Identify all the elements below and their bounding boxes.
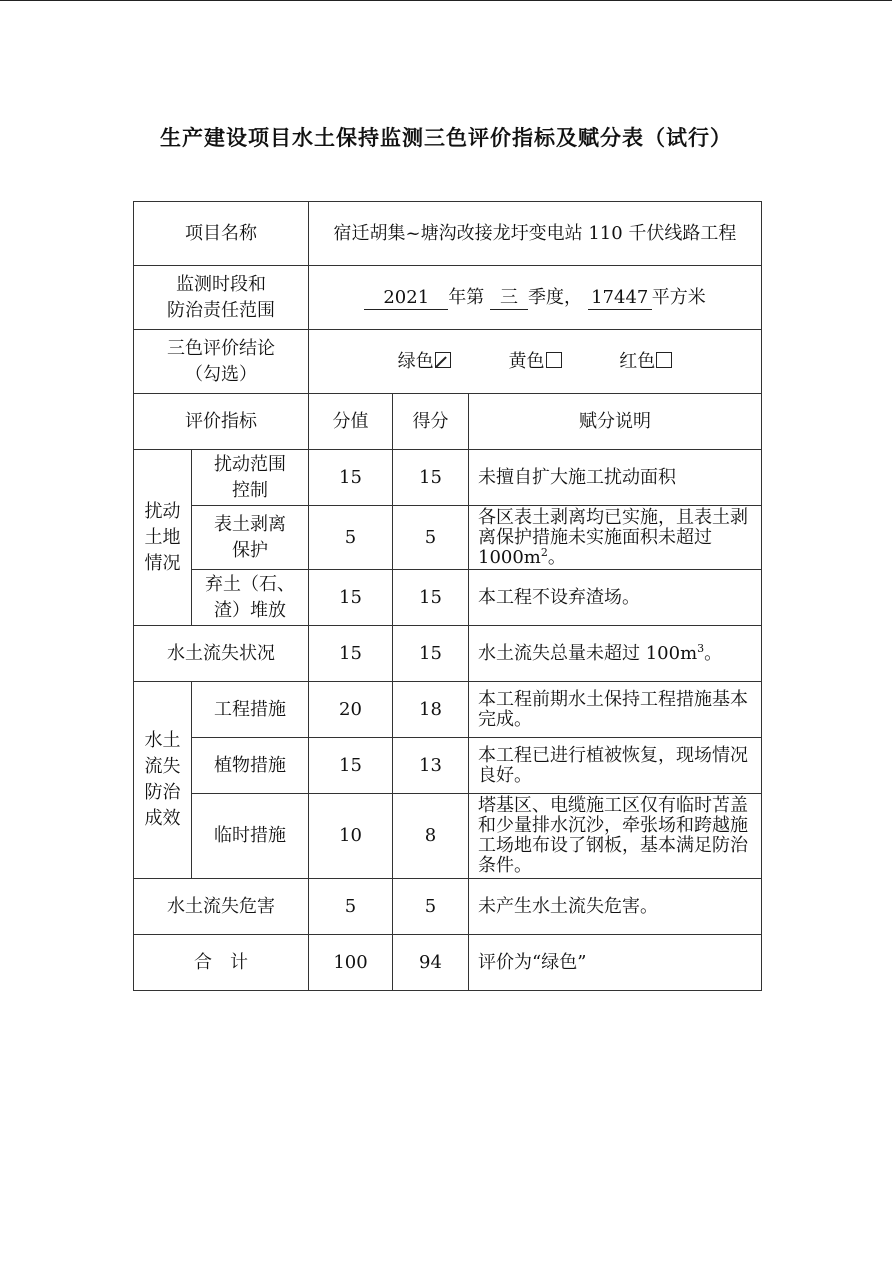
group-prevention-label (134, 682, 192, 879)
table-row (134, 450, 762, 506)
value-cell: 15 (309, 570, 393, 626)
value-cell: 20 (309, 682, 393, 738)
option-yellow[interactable] (509, 349, 562, 375)
indicator-cell: 工程措施 (192, 682, 309, 738)
desc-cell: 本工程已进行植被恢复，现场情况良好。 (469, 738, 762, 794)
table-row (134, 794, 762, 879)
option-green[interactable] (398, 349, 451, 375)
indicator-line1: 表土剥离 (214, 513, 286, 535)
page-top-border (0, 0, 892, 1)
indicator-line1: 扰动范围 (214, 453, 286, 475)
evaluation-table (133, 201, 762, 991)
score-cell: 13 (393, 738, 469, 794)
period-year: 2021 (364, 287, 448, 310)
period-label-line1: 监测时段和 (176, 273, 266, 295)
desc-end: 。 (704, 642, 723, 664)
indicator-line2: 保护 (232, 539, 268, 561)
group1-line1: 扰动 (144, 500, 181, 522)
indicator-cell: 临时措施 (192, 794, 309, 879)
value-cell: 5 (309, 879, 393, 935)
desc-superscript: 3 (697, 641, 705, 655)
score-cell: 8 (393, 794, 469, 879)
period-row (134, 266, 762, 330)
value-cell: 5 (309, 506, 393, 570)
group2-line3: 防治 (144, 782, 181, 803)
header-indicator: 评价指标 (134, 394, 309, 450)
header-explanation: 赋分说明 (469, 394, 762, 450)
option-yellow-label: 黄色 (508, 350, 545, 372)
value-cell: 15 (309, 450, 393, 506)
value-cell: 10 (309, 794, 393, 879)
total-desc: 评价为“绿色” (469, 935, 762, 991)
conclusion-label (134, 330, 309, 394)
project-name-value: 宿迁胡集~塘沟改接龙圩变电站 110 千伏线路工程 (309, 202, 762, 266)
group1-line2: 土地 (144, 526, 181, 548)
group2-line2: 流失 (144, 756, 181, 777)
total-value: 100 (309, 935, 393, 991)
option-red[interactable] (619, 349, 672, 375)
desc-cell (469, 506, 762, 570)
yellow-checkbox[interactable] (546, 352, 562, 368)
table-row (134, 879, 762, 935)
desc-cell: 未擅自扩大施工扰动面积 (469, 450, 762, 506)
score-cell: 15 (393, 570, 469, 626)
group1-line3: 情况 (144, 552, 181, 574)
total-row (134, 935, 762, 991)
period-label-line2: 防治责任范围 (167, 299, 275, 321)
table-row (134, 682, 762, 738)
indicator-cell (192, 506, 309, 570)
indicator-cell: 植物措施 (192, 738, 309, 794)
table-row (134, 738, 762, 794)
score-cell: 15 (393, 626, 469, 682)
table-row (134, 506, 762, 570)
project-name-row (134, 202, 762, 266)
header-score-got: 得分 (393, 394, 469, 450)
total-score: 94 (393, 935, 469, 991)
desc-cell: 未产生水土流失危害。 (469, 879, 762, 935)
page-title: 生产建设项目水土保持监测三色评价指标及赋分表（试行） (160, 126, 732, 150)
period-label (134, 266, 309, 330)
indicator-line2: 渣）堆放 (214, 599, 286, 621)
red-checkbox[interactable] (656, 352, 672, 368)
conclusion-row (134, 330, 762, 394)
period-quarter-suffix: 季度， (528, 286, 582, 308)
period-year-suffix: 年第 (448, 286, 485, 308)
score-cell: 5 (393, 879, 469, 935)
desc-text: 各区表土剥离均已实施，且表土剥离保护措施未实施面积未超过 1000m (478, 506, 748, 568)
desc-superscript: 2 (540, 545, 548, 559)
conclusion-label-line1: 三色评价结论 (167, 337, 275, 359)
desc-end: 。 (547, 546, 566, 568)
period-quarter: 三 (490, 287, 528, 310)
value-cell: 15 (309, 626, 393, 682)
period-area-unit: 平方米 (651, 286, 706, 308)
total-label: 合 计 (134, 935, 309, 991)
indicator-cell (192, 450, 309, 506)
score-cell: 18 (393, 682, 469, 738)
table-row (134, 570, 762, 626)
desc-cell: 本工程前期水土保持工程措施基本完成。 (469, 682, 762, 738)
indicator-line1: 弃土（石、 (205, 573, 295, 595)
green-checkbox[interactable] (435, 352, 451, 368)
project-name-label: 项目名称 (134, 202, 309, 266)
option-green-label: 绿色 (397, 350, 434, 372)
desc-cell: 本工程不设弃渣场。 (469, 570, 762, 626)
desc-cell (469, 626, 762, 682)
desc-text: 水土流失总量未超过 100m (478, 642, 698, 664)
header-score-value: 分值 (309, 394, 393, 450)
indicator-cell: 水土流失状况 (134, 626, 309, 682)
group2-line4: 成效 (144, 808, 181, 829)
group2-line1: 水土 (144, 730, 181, 751)
indicator-cell (192, 570, 309, 626)
period-value (309, 266, 762, 330)
score-cell: 5 (393, 506, 469, 570)
group-disturbance-label (134, 450, 192, 626)
indicator-line2: 控制 (232, 479, 268, 501)
conclusion-options (309, 330, 762, 394)
header-row (134, 394, 762, 450)
value-cell: 15 (309, 738, 393, 794)
period-area: 17447 (588, 287, 652, 310)
score-cell: 15 (393, 450, 469, 506)
conclusion-label-line2: （勾选） (185, 363, 257, 385)
desc-cell: 塔基区、电缆施工区仅有临时苫盖和少量排水沉沙，牵张场和跨越施工场地布设了钢板，基本满足防治条件。 (469, 794, 762, 879)
table-row (134, 626, 762, 682)
indicator-cell: 水土流失危害 (134, 879, 309, 935)
option-red-label: 红色 (619, 350, 656, 372)
